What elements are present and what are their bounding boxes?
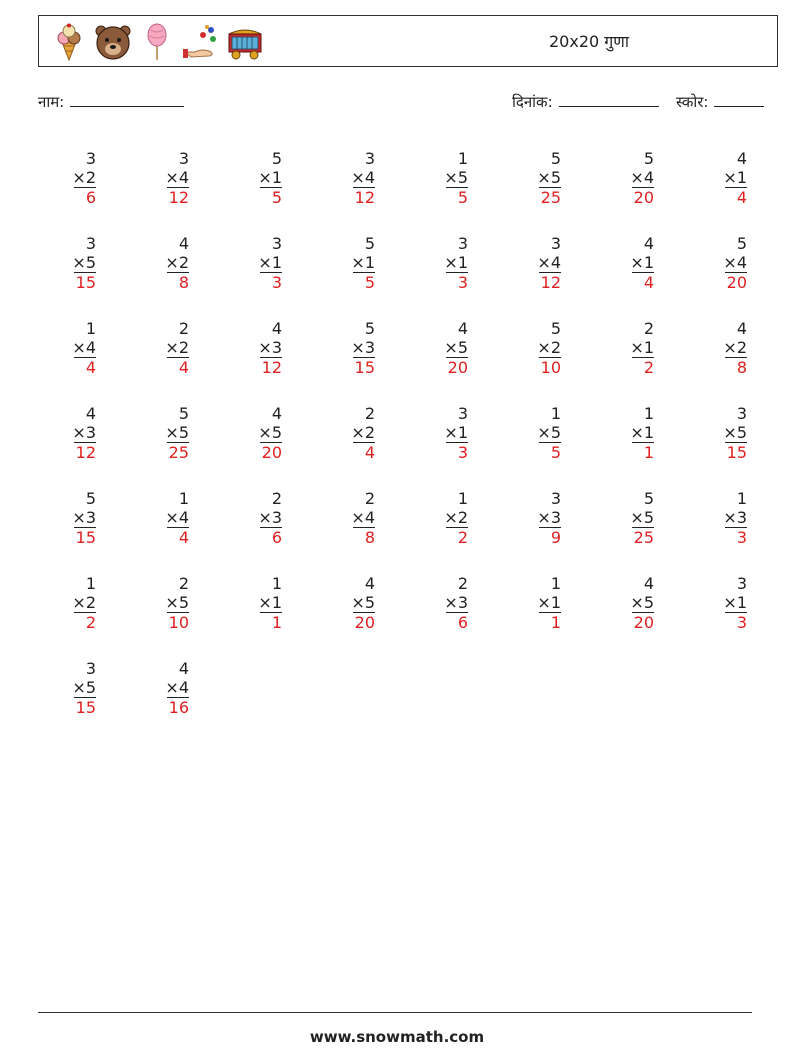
problem-item bbox=[36, 489, 96, 547]
answer: 5 bbox=[457, 188, 468, 207]
multiplicand: 2 bbox=[643, 319, 654, 338]
problem-item bbox=[129, 149, 189, 207]
multiplicand: 4 bbox=[457, 319, 468, 338]
answer: 1 bbox=[271, 613, 282, 632]
multiplicand: 4 bbox=[736, 149, 747, 168]
answer: 1 bbox=[643, 443, 654, 462]
multiplicand: 4 bbox=[271, 404, 282, 423]
multiplicand: 1 bbox=[643, 404, 654, 423]
multiplier: ×4 bbox=[351, 508, 375, 527]
multiplier: ×1 bbox=[630, 253, 654, 272]
answer: 12 bbox=[75, 443, 96, 462]
answer: 15 bbox=[75, 528, 96, 547]
multiplicand: 5 bbox=[85, 489, 96, 508]
multiplicand: 3 bbox=[457, 234, 468, 253]
multiplier: ×5 bbox=[537, 168, 561, 187]
multiplier: ×2 bbox=[537, 338, 561, 357]
multiplicand: 5 bbox=[178, 404, 189, 423]
answer: 15 bbox=[354, 358, 375, 377]
multiplicand: 2 bbox=[364, 489, 375, 508]
problem-item bbox=[408, 319, 468, 377]
problem-item bbox=[687, 489, 747, 547]
multiplicand: 4 bbox=[85, 404, 96, 423]
answer: 25 bbox=[540, 188, 561, 207]
multiplicand: 5 bbox=[271, 149, 282, 168]
multiplicand: 5 bbox=[550, 319, 561, 338]
answer: 10 bbox=[168, 613, 189, 632]
multiplier: ×3 bbox=[72, 423, 96, 442]
problem-item bbox=[222, 149, 282, 207]
multiplier: ×2 bbox=[165, 338, 189, 357]
multiplier: ×2 bbox=[351, 423, 375, 442]
multiplicand: 3 bbox=[550, 489, 561, 508]
multiplicand: 5 bbox=[550, 149, 561, 168]
problem-item bbox=[129, 659, 189, 717]
problem-item bbox=[501, 319, 561, 377]
problem-item bbox=[222, 489, 282, 547]
answer: 4 bbox=[736, 188, 747, 207]
answer: 5 bbox=[271, 188, 282, 207]
multiplicand: 4 bbox=[271, 319, 282, 338]
multiplier: ×4 bbox=[630, 168, 654, 187]
problem-item bbox=[408, 234, 468, 292]
answer: 6 bbox=[457, 613, 468, 632]
answer: 12 bbox=[540, 273, 561, 292]
multiplicand: 2 bbox=[178, 319, 189, 338]
answer: 12 bbox=[261, 358, 282, 377]
answer: 12 bbox=[168, 188, 189, 207]
multiplier: ×1 bbox=[351, 253, 375, 272]
multiplicand: 3 bbox=[457, 404, 468, 423]
problem-item bbox=[36, 659, 96, 717]
multiplier: ×4 bbox=[72, 338, 96, 357]
problem-item bbox=[594, 404, 654, 462]
multiplicand: 3 bbox=[178, 149, 189, 168]
problem-item bbox=[408, 404, 468, 462]
answer: 8 bbox=[736, 358, 747, 377]
problem-item bbox=[594, 234, 654, 292]
problem-item bbox=[222, 404, 282, 462]
multiplier: ×5 bbox=[630, 593, 654, 612]
multiplier: ×3 bbox=[723, 508, 747, 527]
problem-item bbox=[315, 404, 375, 462]
answer: 8 bbox=[178, 273, 189, 292]
multiplier: ×3 bbox=[258, 338, 282, 357]
answer: 25 bbox=[633, 528, 654, 547]
answer: 20 bbox=[633, 613, 654, 632]
problem-item bbox=[222, 234, 282, 292]
multiplier: ×1 bbox=[258, 593, 282, 612]
multiplicand: 4 bbox=[643, 574, 654, 593]
multiplier: ×4 bbox=[351, 168, 375, 187]
multiplicand: 1 bbox=[178, 489, 189, 508]
problem-item bbox=[36, 574, 96, 632]
problem-item bbox=[129, 234, 189, 292]
multiplicand: 1 bbox=[550, 574, 561, 593]
multiplier: ×5 bbox=[72, 678, 96, 697]
multiplicand: 3 bbox=[85, 659, 96, 678]
multiplicand: 4 bbox=[178, 234, 189, 253]
multiplier: ×1 bbox=[723, 593, 747, 612]
answer: 4 bbox=[85, 358, 96, 377]
answer: 10 bbox=[540, 358, 561, 377]
problem-item bbox=[36, 319, 96, 377]
problem-item bbox=[501, 404, 561, 462]
multiplicand: 1 bbox=[736, 489, 747, 508]
answer: 5 bbox=[364, 273, 375, 292]
multiplier: ×5 bbox=[444, 168, 468, 187]
problem-item bbox=[501, 234, 561, 292]
multiplier: ×5 bbox=[165, 423, 189, 442]
answer: 15 bbox=[75, 698, 96, 717]
answer: 20 bbox=[726, 273, 747, 292]
problem-item bbox=[129, 574, 189, 632]
multiplicand: 1 bbox=[85, 319, 96, 338]
footer-divider bbox=[38, 1012, 752, 1013]
problem-item bbox=[129, 489, 189, 547]
problem-item bbox=[501, 489, 561, 547]
answer: 4 bbox=[364, 443, 375, 462]
answer: 3 bbox=[736, 613, 747, 632]
multiplier: ×5 bbox=[165, 593, 189, 612]
answer: 3 bbox=[271, 273, 282, 292]
answer: 20 bbox=[447, 358, 468, 377]
answer: 2 bbox=[457, 528, 468, 547]
problem-item bbox=[501, 574, 561, 632]
answer: 9 bbox=[550, 528, 561, 547]
answer: 4 bbox=[643, 273, 654, 292]
multiplier: ×3 bbox=[351, 338, 375, 357]
multiplicand: 3 bbox=[85, 234, 96, 253]
multiplier: ×4 bbox=[723, 253, 747, 272]
multiplier: ×1 bbox=[630, 338, 654, 357]
problem-item bbox=[129, 319, 189, 377]
multiplier: ×5 bbox=[630, 508, 654, 527]
multiplicand: 3 bbox=[271, 234, 282, 253]
problem-item bbox=[408, 149, 468, 207]
problem-item bbox=[222, 574, 282, 632]
answer: 6 bbox=[271, 528, 282, 547]
multiplicand: 3 bbox=[736, 404, 747, 423]
footer-site: www.snowmath.com bbox=[309, 1028, 485, 1046]
answer: 4 bbox=[178, 358, 189, 377]
problem-item bbox=[594, 489, 654, 547]
multiplier: ×4 bbox=[537, 253, 561, 272]
answer: 12 bbox=[354, 188, 375, 207]
answer: 2 bbox=[85, 613, 96, 632]
multiplier: ×1 bbox=[630, 423, 654, 442]
problem-item bbox=[408, 574, 468, 632]
multiplier: ×1 bbox=[723, 168, 747, 187]
problem-item bbox=[36, 404, 96, 462]
multiplier: ×4 bbox=[165, 168, 189, 187]
problem-item bbox=[315, 319, 375, 377]
multiplicand: 1 bbox=[85, 574, 96, 593]
multiplicand: 3 bbox=[550, 234, 561, 253]
multiplicand: 5 bbox=[643, 149, 654, 168]
answer: 20 bbox=[354, 613, 375, 632]
answer: 20 bbox=[633, 188, 654, 207]
problem-item bbox=[687, 404, 747, 462]
problem-item bbox=[594, 574, 654, 632]
multiplicand: 5 bbox=[364, 319, 375, 338]
problem-item bbox=[222, 319, 282, 377]
multiplier: ×1 bbox=[444, 253, 468, 272]
multiplier: ×2 bbox=[72, 593, 96, 612]
multiplier: ×3 bbox=[444, 593, 468, 612]
answer: 15 bbox=[75, 273, 96, 292]
multiplier: ×1 bbox=[258, 253, 282, 272]
problem-item bbox=[687, 149, 747, 207]
multiplicand: 3 bbox=[364, 149, 375, 168]
multiplicand: 4 bbox=[364, 574, 375, 593]
answer: 3 bbox=[736, 528, 747, 547]
problem-item bbox=[315, 489, 375, 547]
multiplicand: 1 bbox=[457, 149, 468, 168]
multiplier: ×1 bbox=[444, 423, 468, 442]
multiplicand: 1 bbox=[457, 489, 468, 508]
problem-item bbox=[501, 149, 561, 207]
answer: 25 bbox=[168, 443, 189, 462]
multiplicand: 3 bbox=[85, 149, 96, 168]
name-label: नाम: bbox=[38, 93, 65, 111]
multiplier: ×1 bbox=[258, 168, 282, 187]
multiplier: ×5 bbox=[258, 423, 282, 442]
multiplier: ×5 bbox=[723, 423, 747, 442]
problem-item bbox=[594, 319, 654, 377]
answer: 15 bbox=[726, 443, 747, 462]
multiplier: ×2 bbox=[444, 508, 468, 527]
multiplicand: 1 bbox=[550, 404, 561, 423]
multiplicand: 2 bbox=[178, 574, 189, 593]
multiplier: ×4 bbox=[165, 678, 189, 697]
problem-item bbox=[594, 149, 654, 207]
multiplicand: 1 bbox=[271, 574, 282, 593]
multiplier: ×1 bbox=[537, 593, 561, 612]
multiplicand: 2 bbox=[271, 489, 282, 508]
answer: 1 bbox=[550, 613, 561, 632]
multiplier: ×5 bbox=[444, 338, 468, 357]
multiplier: ×3 bbox=[258, 508, 282, 527]
problem-item bbox=[315, 234, 375, 292]
multiplier: ×3 bbox=[72, 508, 96, 527]
multiplier: ×5 bbox=[537, 423, 561, 442]
answer: 8 bbox=[364, 528, 375, 547]
answer: 2 bbox=[643, 358, 654, 377]
multiplicand: 3 bbox=[736, 574, 747, 593]
answer: 5 bbox=[550, 443, 561, 462]
problem-item bbox=[36, 234, 96, 292]
answer: 3 bbox=[457, 443, 468, 462]
answer: 20 bbox=[261, 443, 282, 462]
multiplicand: 2 bbox=[364, 404, 375, 423]
problem-item bbox=[408, 489, 468, 547]
multiplicand: 5 bbox=[364, 234, 375, 253]
multiplier: ×5 bbox=[351, 593, 375, 612]
multiplier: ×5 bbox=[72, 253, 96, 272]
worksheet-title: 20x20 गुणा bbox=[549, 32, 629, 51]
multiplier: ×2 bbox=[72, 168, 96, 187]
multiplicand: 4 bbox=[736, 319, 747, 338]
multiplier: ×4 bbox=[165, 508, 189, 527]
problem-item bbox=[687, 319, 747, 377]
answer: 3 bbox=[457, 273, 468, 292]
date-label: दिनांक: bbox=[512, 93, 553, 111]
multiplicand: 5 bbox=[643, 489, 654, 508]
problem-item bbox=[687, 574, 747, 632]
multiplier: ×3 bbox=[537, 508, 561, 527]
answer: 6 bbox=[85, 188, 96, 207]
problem-item bbox=[36, 149, 96, 207]
score-label: स्कोर: bbox=[676, 93, 709, 111]
problem-item bbox=[315, 149, 375, 207]
multiplicand: 5 bbox=[736, 234, 747, 253]
answer: 4 bbox=[178, 528, 189, 547]
answer: 16 bbox=[168, 698, 189, 717]
multiplicand: 4 bbox=[178, 659, 189, 678]
multiplicand: 4 bbox=[643, 234, 654, 253]
problem-item bbox=[687, 234, 747, 292]
multiplier: ×2 bbox=[165, 253, 189, 272]
multiplicand: 2 bbox=[457, 574, 468, 593]
problem-item bbox=[315, 574, 375, 632]
problem-item bbox=[129, 404, 189, 462]
multiplier: ×2 bbox=[723, 338, 747, 357]
